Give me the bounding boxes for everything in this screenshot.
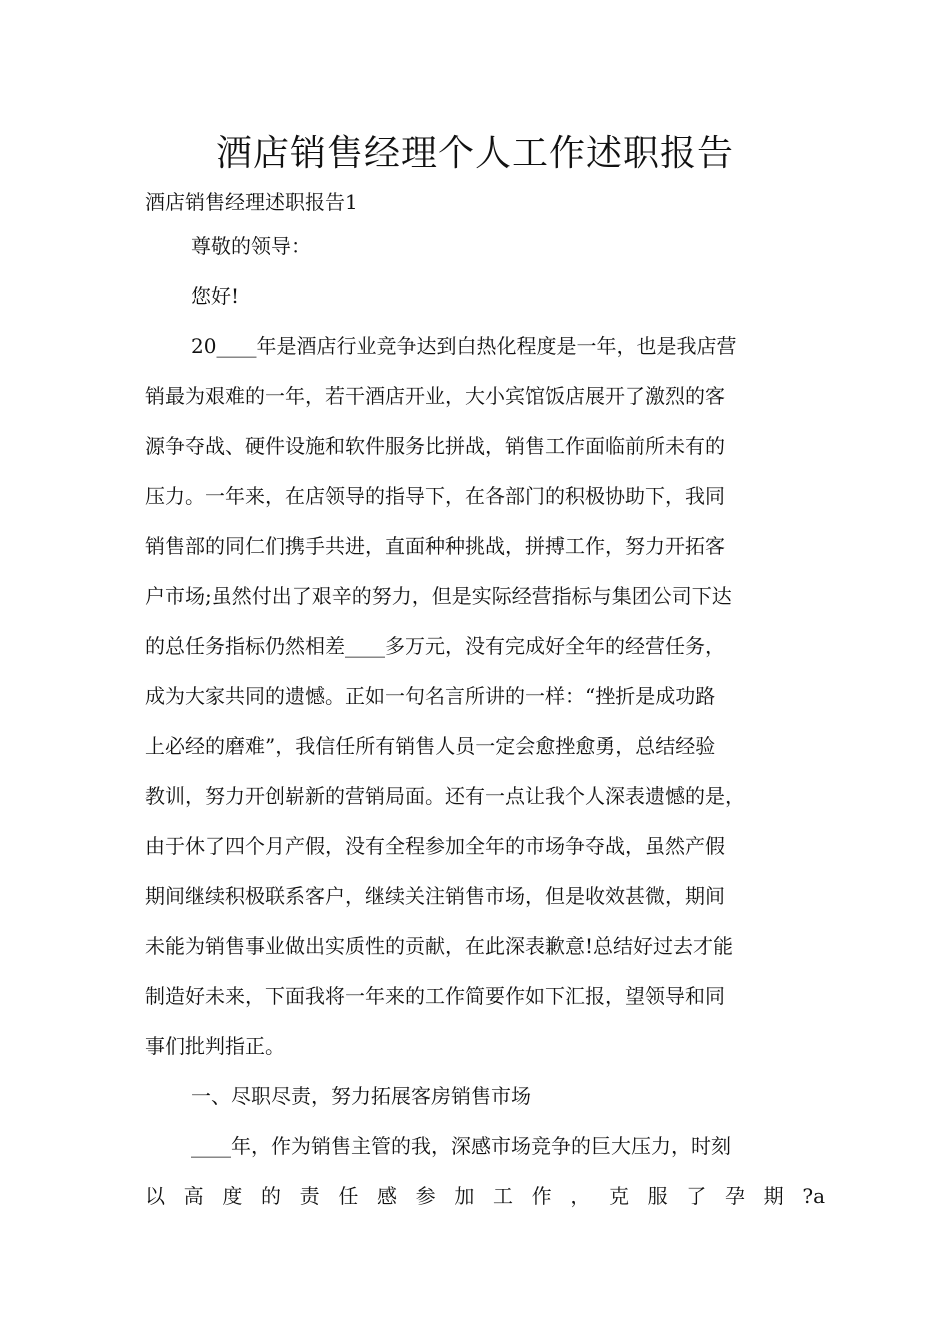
paragraph-line: 未能为销售事业做出实质性的贡献，在此深表歉意!总结好过去才能 [145,934,734,958]
paragraph-line: 的总任务指标仍然相差____多万元，没有完成好全年的经营任务， [145,634,725,658]
paragraph-line: 20____年是酒店行业竞争达到白热化程度是一年，也是我店营 [191,334,737,358]
paragraph-line: 上必经的磨难”，我信任所有销售人员一定会愈挫愈勇，总结经验 [145,734,716,758]
paragraph-line: 以高度的责任感参加工作，克服了孕期?a [145,1184,825,1208]
paragraph-line: 教训，努力开创崭新的营销局面。还有一点让我个人深表遗憾的是， [145,784,745,808]
paragraph-line: 成为大家共同的遗憾。正如一句名言所讲的一样：“挫折是成功路 [145,684,716,708]
paragraph-line: 销最为艰难的一年，若干酒店开业，大小宾馆饭店展开了激烈的客 [145,384,725,408]
paragraph-line: 压力。一年来，在店领导的指导下，在各部门的积极协助下，我同 [145,484,725,508]
paragraph-line: 由于休了四个月产假，没有全程参加全年的市场争夺战，虽然产假 [145,834,725,858]
paragraph-line: 制造好未来，下面我将一年来的工作简要作如下汇报，望领导和同 [145,984,725,1008]
paragraph-line: 源争夺战、硬件设施和软件服务比拼战，销售工作面临前所未有的 [145,434,725,458]
greeting: 您好! [191,284,240,308]
paragraph-line: 销售部的同仁们携手共进，直面种种挑战，拼搏工作，努力开拓客 [145,534,725,558]
document-body [145,221,825,1221]
paragraph-line: 期间继续积极联系客户，继续关注销售市场，但是收效甚微，期间 [145,884,725,908]
paragraph-line: ____年，作为销售主管的我，深感市场竞争的巨大压力，时刻 [191,1134,731,1158]
paragraph-line: 户市场;虽然付出了艰辛的努力，但是实际经营指标与集团公司下达 [145,584,732,608]
salutation: 尊敬的领导： [191,234,311,258]
section-heading: 一、尽职尽责，努力拓展客房销售市场 [191,1084,531,1108]
paragraph-line: 事们批判指正。 [145,1034,285,1058]
document-title: 酒店销售经理个人工作述职报告 [215,133,734,174]
document-subtitle: 酒店销售经理述职报告1 [145,190,358,214]
